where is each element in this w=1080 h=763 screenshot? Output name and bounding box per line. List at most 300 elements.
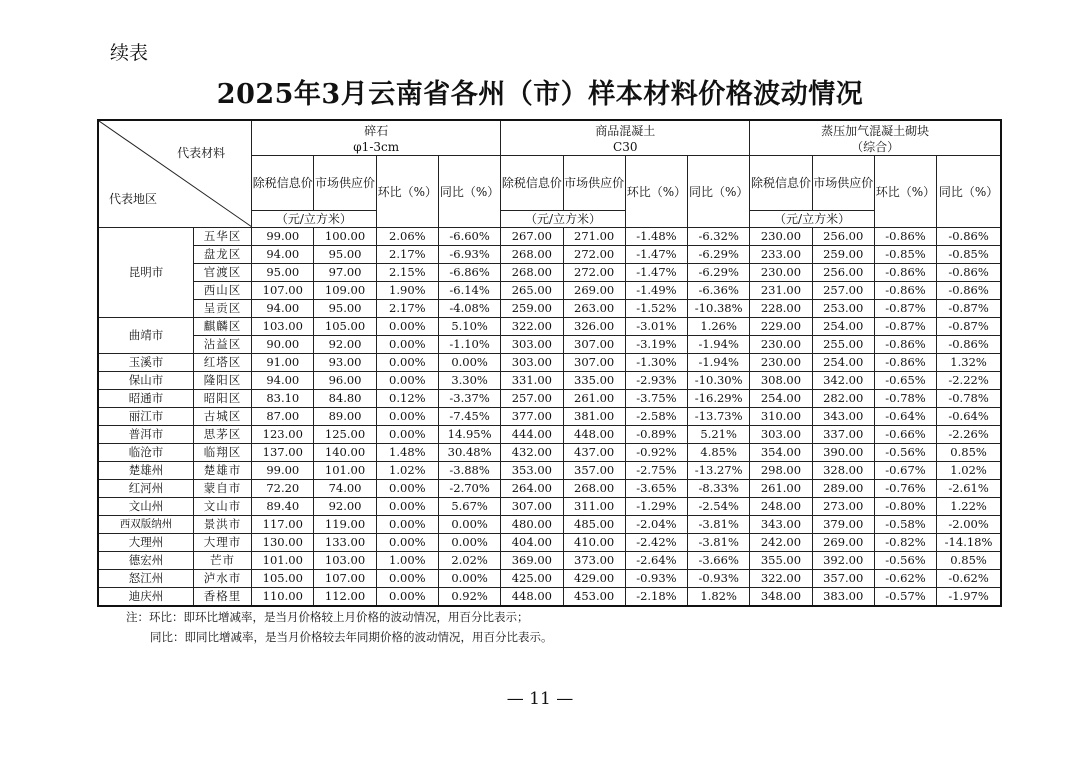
value-cell: 117.00 (252, 516, 314, 534)
value-cell: -0.76% (874, 480, 936, 498)
table-body (98, 228, 1001, 607)
value-cell: 1.02% (376, 462, 438, 480)
value-cell: 453.00 (563, 588, 625, 607)
value-cell: -3.37% (438, 390, 500, 408)
value-cell: -0.56% (874, 444, 936, 462)
value-cell: 0.00% (438, 516, 500, 534)
value-cell: 256.00 (812, 264, 874, 282)
district-cell: 沾益区 (193, 336, 251, 354)
value-cell: 0.00% (376, 372, 438, 390)
value-cell: 231.00 (750, 282, 812, 300)
value-cell: 355.00 (750, 552, 812, 570)
col-mom: 环比（%） (874, 156, 936, 228)
value-cell: 485.00 (563, 516, 625, 534)
value-cell: -0.66% (874, 426, 936, 444)
value-cell: -2.00% (937, 516, 1001, 534)
value-cell: -0.86% (937, 336, 1001, 354)
value-cell: 1.22% (937, 498, 1001, 516)
value-cell: 110.00 (252, 588, 314, 607)
value-cell: -0.86% (874, 228, 936, 246)
value-cell: -1.47% (625, 264, 687, 282)
value-cell: 1.48% (376, 444, 438, 462)
header-material-label: 代表材料 (177, 146, 226, 160)
col-market-price: 市场供应价 (563, 156, 625, 211)
group-header-gravel: 碎石 (252, 120, 501, 139)
value-cell: -0.58% (874, 516, 936, 534)
table-row (98, 408, 1001, 426)
value-cell: 0.00% (438, 570, 500, 588)
district-cell: 大理市 (193, 534, 251, 552)
value-cell: 133.00 (314, 534, 376, 552)
value-cell: 14.95% (438, 426, 500, 444)
value-cell: 331.00 (501, 372, 563, 390)
value-cell: 392.00 (812, 552, 874, 570)
value-cell: 94.00 (252, 300, 314, 318)
value-cell: 0.00% (376, 408, 438, 426)
value-cell: -1.48% (625, 228, 687, 246)
value-cell: -0.82% (874, 534, 936, 552)
value-cell: -3.81% (688, 534, 750, 552)
table-row (98, 282, 1001, 300)
value-cell: 4.85% (688, 444, 750, 462)
value-cell: -6.14% (438, 282, 500, 300)
value-cell: 256.00 (812, 228, 874, 246)
value-cell: 105.00 (314, 318, 376, 336)
value-cell: 1.02% (937, 462, 1001, 480)
value-cell: 95.00 (314, 300, 376, 318)
table-row (98, 426, 1001, 444)
value-cell: 30.48% (438, 444, 500, 462)
value-cell: 310.00 (750, 408, 812, 426)
value-cell: -2.75% (625, 462, 687, 480)
value-cell: 303.00 (501, 354, 563, 372)
value-cell: 0.00% (376, 480, 438, 498)
value-cell: -6.32% (688, 228, 750, 246)
value-cell: 0.92% (438, 588, 500, 607)
unit-label: （元/立方米） (501, 211, 626, 228)
value-cell: 94.00 (252, 246, 314, 264)
value-cell: -7.45% (438, 408, 500, 426)
value-cell: 0.00% (376, 498, 438, 516)
value-cell: 0.00% (376, 534, 438, 552)
value-cell: 72.20 (252, 480, 314, 498)
district-cell: 思茅区 (193, 426, 251, 444)
value-cell: 255.00 (812, 336, 874, 354)
value-cell: -1.47% (625, 246, 687, 264)
value-cell: -0.92% (625, 444, 687, 462)
value-cell: -1.10% (438, 336, 500, 354)
value-cell: 259.00 (812, 246, 874, 264)
value-cell: 268.00 (501, 264, 563, 282)
header-region-label: 代表地区 (109, 192, 158, 206)
value-cell: 112.00 (314, 588, 376, 607)
value-cell: 322.00 (750, 570, 812, 588)
value-cell: 93.00 (314, 354, 376, 372)
value-cell: -6.93% (438, 246, 500, 264)
value-cell: 1.00% (376, 552, 438, 570)
value-cell: -1.29% (625, 498, 687, 516)
value-cell: -0.93% (625, 570, 687, 588)
value-cell: -6.29% (688, 264, 750, 282)
table-row (98, 588, 1001, 607)
value-cell: 3.30% (438, 372, 500, 390)
value-cell: 99.00 (252, 228, 314, 246)
value-cell: 83.10 (252, 390, 314, 408)
group-header-block: 蒸压加气混凝土砌块 (750, 120, 1001, 139)
district-cell: 临翔区 (193, 444, 251, 462)
value-cell: 404.00 (501, 534, 563, 552)
group-spec-concrete: C30 (501, 139, 750, 156)
value-cell: 377.00 (501, 408, 563, 426)
value-cell: 2.02% (438, 552, 500, 570)
value-cell: -4.08% (438, 300, 500, 318)
value-cell: 84.80 (314, 390, 376, 408)
value-cell: 242.00 (750, 534, 812, 552)
city-cell: 昭通市 (98, 390, 193, 408)
value-cell: 95.00 (314, 246, 376, 264)
value-cell: -1.49% (625, 282, 687, 300)
value-cell: 101.00 (314, 462, 376, 480)
value-cell: -0.86% (937, 282, 1001, 300)
col-yoy: 同比（%） (688, 156, 750, 228)
value-cell: 390.00 (812, 444, 874, 462)
value-cell: 261.00 (750, 480, 812, 498)
value-cell: -2.26% (937, 426, 1001, 444)
table-row (98, 246, 1001, 264)
col-market-price: 市场供应价 (812, 156, 874, 211)
continued-label: 续表 (110, 42, 149, 64)
value-cell: 101.00 (252, 552, 314, 570)
value-cell: 89.00 (314, 408, 376, 426)
diagonal-line (99, 121, 252, 227)
value-cell: -2.58% (625, 408, 687, 426)
col-tax-price: 除税信息价 (252, 156, 314, 211)
value-cell: 444.00 (501, 426, 563, 444)
value-cell: -2.70% (438, 480, 500, 498)
footnotes (126, 607, 553, 647)
table-row (98, 480, 1001, 498)
value-cell: -0.62% (874, 570, 936, 588)
value-cell: 89.40 (252, 498, 314, 516)
value-cell: -0.87% (937, 318, 1001, 336)
value-cell: -2.18% (625, 588, 687, 607)
city-cell: 曲靖市 (98, 318, 193, 354)
table-row (98, 498, 1001, 516)
value-cell: -3.88% (438, 462, 500, 480)
value-cell: 289.00 (812, 480, 874, 498)
value-cell: 91.00 (252, 354, 314, 372)
city-cell: 楚雄州 (98, 462, 193, 480)
value-cell: -3.65% (625, 480, 687, 498)
value-cell: 311.00 (563, 498, 625, 516)
col-yoy: 同比（%） (937, 156, 1001, 228)
value-cell: 96.00 (314, 372, 376, 390)
value-cell: 264.00 (501, 480, 563, 498)
value-cell: 0.00% (438, 534, 500, 552)
value-cell: -0.86% (874, 336, 936, 354)
value-cell: 425.00 (501, 570, 563, 588)
value-cell: 1.32% (937, 354, 1001, 372)
value-cell: -0.87% (874, 300, 936, 318)
value-cell: 90.00 (252, 336, 314, 354)
col-mom: 环比（%） (376, 156, 438, 228)
value-cell: 432.00 (501, 444, 563, 462)
city-cell: 大理州 (98, 534, 193, 552)
value-cell: 303.00 (501, 336, 563, 354)
value-cell: 379.00 (812, 516, 874, 534)
table-row (98, 534, 1001, 552)
district-cell: 盘龙区 (193, 246, 251, 264)
value-cell: 1.90% (376, 282, 438, 300)
value-cell: 97.00 (314, 264, 376, 282)
footnote-yoy: 同比：即同比增减率，是当月价格较去年同期价格的波动情况，用百分比表示。 (150, 630, 553, 644)
value-cell: -2.22% (937, 372, 1001, 390)
value-cell: 2.15% (376, 264, 438, 282)
value-cell: 448.00 (563, 426, 625, 444)
value-cell: 480.00 (501, 516, 563, 534)
value-cell: 0.00% (376, 426, 438, 444)
value-cell: 0.85% (937, 444, 1001, 462)
city-cell: 德宏州 (98, 552, 193, 570)
value-cell: 357.00 (563, 462, 625, 480)
value-cell: -13.73% (688, 408, 750, 426)
district-cell: 官渡区 (193, 264, 251, 282)
value-cell: 373.00 (563, 552, 625, 570)
value-cell: 107.00 (314, 570, 376, 588)
value-cell: -1.94% (688, 354, 750, 372)
value-cell: -0.85% (937, 246, 1001, 264)
value-cell: 272.00 (563, 264, 625, 282)
value-cell: 5.10% (438, 318, 500, 336)
value-cell: -0.65% (874, 372, 936, 390)
value-cell: -0.86% (874, 354, 936, 372)
table-row (98, 552, 1001, 570)
table-row (98, 444, 1001, 462)
value-cell: 326.00 (563, 318, 625, 336)
value-cell: -0.86% (874, 282, 936, 300)
value-cell: 307.00 (501, 498, 563, 516)
table-row (98, 354, 1001, 372)
value-cell: 383.00 (812, 588, 874, 607)
city-cell: 保山市 (98, 372, 193, 390)
value-cell: -2.42% (625, 534, 687, 552)
district-cell: 西山区 (193, 282, 251, 300)
value-cell: 130.00 (252, 534, 314, 552)
group-spec-gravel: φ1-3cm (252, 139, 501, 156)
value-cell: 342.00 (812, 372, 874, 390)
value-cell: 343.00 (750, 516, 812, 534)
value-cell: 233.00 (750, 246, 812, 264)
value-cell: 303.00 (750, 426, 812, 444)
value-cell: 0.00% (376, 354, 438, 372)
value-cell: 119.00 (314, 516, 376, 534)
value-cell: 354.00 (750, 444, 812, 462)
value-cell: 0.00% (438, 354, 500, 372)
value-cell: 125.00 (314, 426, 376, 444)
col-yoy: 同比（%） (438, 156, 500, 228)
value-cell: -0.89% (625, 426, 687, 444)
value-cell: 348.00 (750, 588, 812, 607)
value-cell: 140.00 (314, 444, 376, 462)
value-cell: 257.00 (501, 390, 563, 408)
district-cell: 芒市 (193, 552, 251, 570)
value-cell: -6.86% (438, 264, 500, 282)
table-row (98, 336, 1001, 354)
value-cell: 137.00 (252, 444, 314, 462)
value-cell: 272.00 (563, 246, 625, 264)
value-cell: 95.00 (252, 264, 314, 282)
value-cell: 0.00% (376, 318, 438, 336)
city-cell: 迪庆州 (98, 588, 193, 607)
value-cell: 87.00 (252, 408, 314, 426)
value-cell: 410.00 (563, 534, 625, 552)
value-cell: -8.33% (688, 480, 750, 498)
value-cell: 254.00 (750, 390, 812, 408)
value-cell: -0.62% (937, 570, 1001, 588)
value-cell: -1.94% (688, 336, 750, 354)
value-cell: -6.36% (688, 282, 750, 300)
value-cell: -2.54% (688, 498, 750, 516)
city-cell: 红河州 (98, 480, 193, 498)
unit-label: （元/立方米） (252, 211, 377, 228)
page-title: 2025年3月云南省各州（市）样本材料价格波动情况 (216, 79, 864, 110)
value-cell: -13.27% (688, 462, 750, 480)
value-cell: 259.00 (501, 300, 563, 318)
value-cell: 273.00 (812, 498, 874, 516)
value-cell: 94.00 (252, 372, 314, 390)
value-cell: 230.00 (750, 354, 812, 372)
col-market-price: 市场供应价 (314, 156, 376, 211)
value-cell: -0.64% (874, 408, 936, 426)
value-cell: -2.64% (625, 552, 687, 570)
city-cell: 怒江州 (98, 570, 193, 588)
table-row (98, 570, 1001, 588)
value-cell: -1.52% (625, 300, 687, 318)
district-cell: 五华区 (193, 228, 251, 246)
group-header-concrete: 商品混凝土 (501, 120, 750, 139)
value-cell: 230.00 (750, 228, 812, 246)
price-table (97, 119, 1002, 607)
value-cell: 248.00 (750, 498, 812, 516)
district-cell: 景洪市 (193, 516, 251, 534)
value-cell: -3.75% (625, 390, 687, 408)
page-number: — 11 — (506, 689, 574, 709)
value-cell: 230.00 (750, 264, 812, 282)
district-cell: 呈贡区 (193, 300, 251, 318)
value-cell: -3.66% (688, 552, 750, 570)
value-cell: -2.93% (625, 372, 687, 390)
value-cell: -6.60% (438, 228, 500, 246)
value-cell: -0.78% (937, 390, 1001, 408)
value-cell: 357.00 (812, 570, 874, 588)
value-cell: 298.00 (750, 462, 812, 480)
value-cell: 307.00 (563, 336, 625, 354)
value-cell: -3.01% (625, 318, 687, 336)
value-cell: 335.00 (563, 372, 625, 390)
value-cell: 92.00 (314, 498, 376, 516)
value-cell: 2.17% (376, 300, 438, 318)
value-cell: -10.38% (688, 300, 750, 318)
value-cell: 448.00 (501, 588, 563, 607)
value-cell: 123.00 (252, 426, 314, 444)
value-cell: -6.29% (688, 246, 750, 264)
value-cell: -0.86% (874, 264, 936, 282)
value-cell: 1.26% (688, 318, 750, 336)
value-cell: -16.29% (688, 390, 750, 408)
district-cell: 麒麟区 (193, 318, 251, 336)
city-cell: 文山州 (98, 498, 193, 516)
value-cell: 74.00 (314, 480, 376, 498)
value-cell: -0.86% (937, 228, 1001, 246)
city-cell: 西双版纳州 (98, 516, 193, 534)
value-cell: -0.64% (937, 408, 1001, 426)
value-cell: 0.85% (937, 552, 1001, 570)
district-cell: 古城区 (193, 408, 251, 426)
value-cell: -0.56% (874, 552, 936, 570)
value-cell: 2.06% (376, 228, 438, 246)
col-mom: 环比（%） (625, 156, 687, 228)
table-row (98, 372, 1001, 390)
col-tax-price: 除税信息价 (501, 156, 563, 211)
table-row (98, 264, 1001, 282)
district-cell: 泸水市 (193, 570, 251, 588)
value-cell: 429.00 (563, 570, 625, 588)
value-cell: 271.00 (563, 228, 625, 246)
value-cell: 328.00 (812, 462, 874, 480)
value-cell: 307.00 (563, 354, 625, 372)
value-cell: 0.00% (376, 336, 438, 354)
value-cell: 2.17% (376, 246, 438, 264)
value-cell: 269.00 (563, 282, 625, 300)
value-cell: 5.21% (688, 426, 750, 444)
value-cell: 269.00 (812, 534, 874, 552)
city-cell: 丽江市 (98, 408, 193, 426)
district-cell: 红塔区 (193, 354, 251, 372)
value-cell: 0.00% (376, 516, 438, 534)
value-cell: 257.00 (812, 282, 874, 300)
value-cell: 381.00 (563, 408, 625, 426)
value-cell: 1.82% (688, 588, 750, 607)
table-row (98, 516, 1001, 534)
value-cell: 0.12% (376, 390, 438, 408)
city-cell: 临沧市 (98, 444, 193, 462)
value-cell: -0.86% (937, 264, 1001, 282)
district-cell: 文山市 (193, 498, 251, 516)
value-cell: 343.00 (812, 408, 874, 426)
value-cell: 267.00 (501, 228, 563, 246)
table-row (98, 318, 1001, 336)
value-cell: 261.00 (563, 390, 625, 408)
value-cell: -2.61% (937, 480, 1001, 498)
diagonal-header-cell (98, 120, 252, 228)
value-cell: 268.00 (501, 246, 563, 264)
district-cell: 楚雄市 (193, 462, 251, 480)
value-cell: -2.04% (625, 516, 687, 534)
value-cell: -0.80% (874, 498, 936, 516)
value-cell: -1.97% (937, 588, 1001, 607)
table-row (98, 462, 1001, 480)
table-row (98, 390, 1001, 408)
table-row (98, 300, 1001, 318)
value-cell: 369.00 (501, 552, 563, 570)
value-cell: 308.00 (750, 372, 812, 390)
footnote-mom: 注：环比：即环比增减率，是当月价格较上月价格的波动情况，用百分比表示； (126, 610, 529, 624)
city-cell: 普洱市 (98, 426, 193, 444)
table-row (98, 228, 1001, 246)
value-cell: -0.87% (874, 318, 936, 336)
value-cell: 268.00 (563, 480, 625, 498)
value-cell: 263.00 (563, 300, 625, 318)
